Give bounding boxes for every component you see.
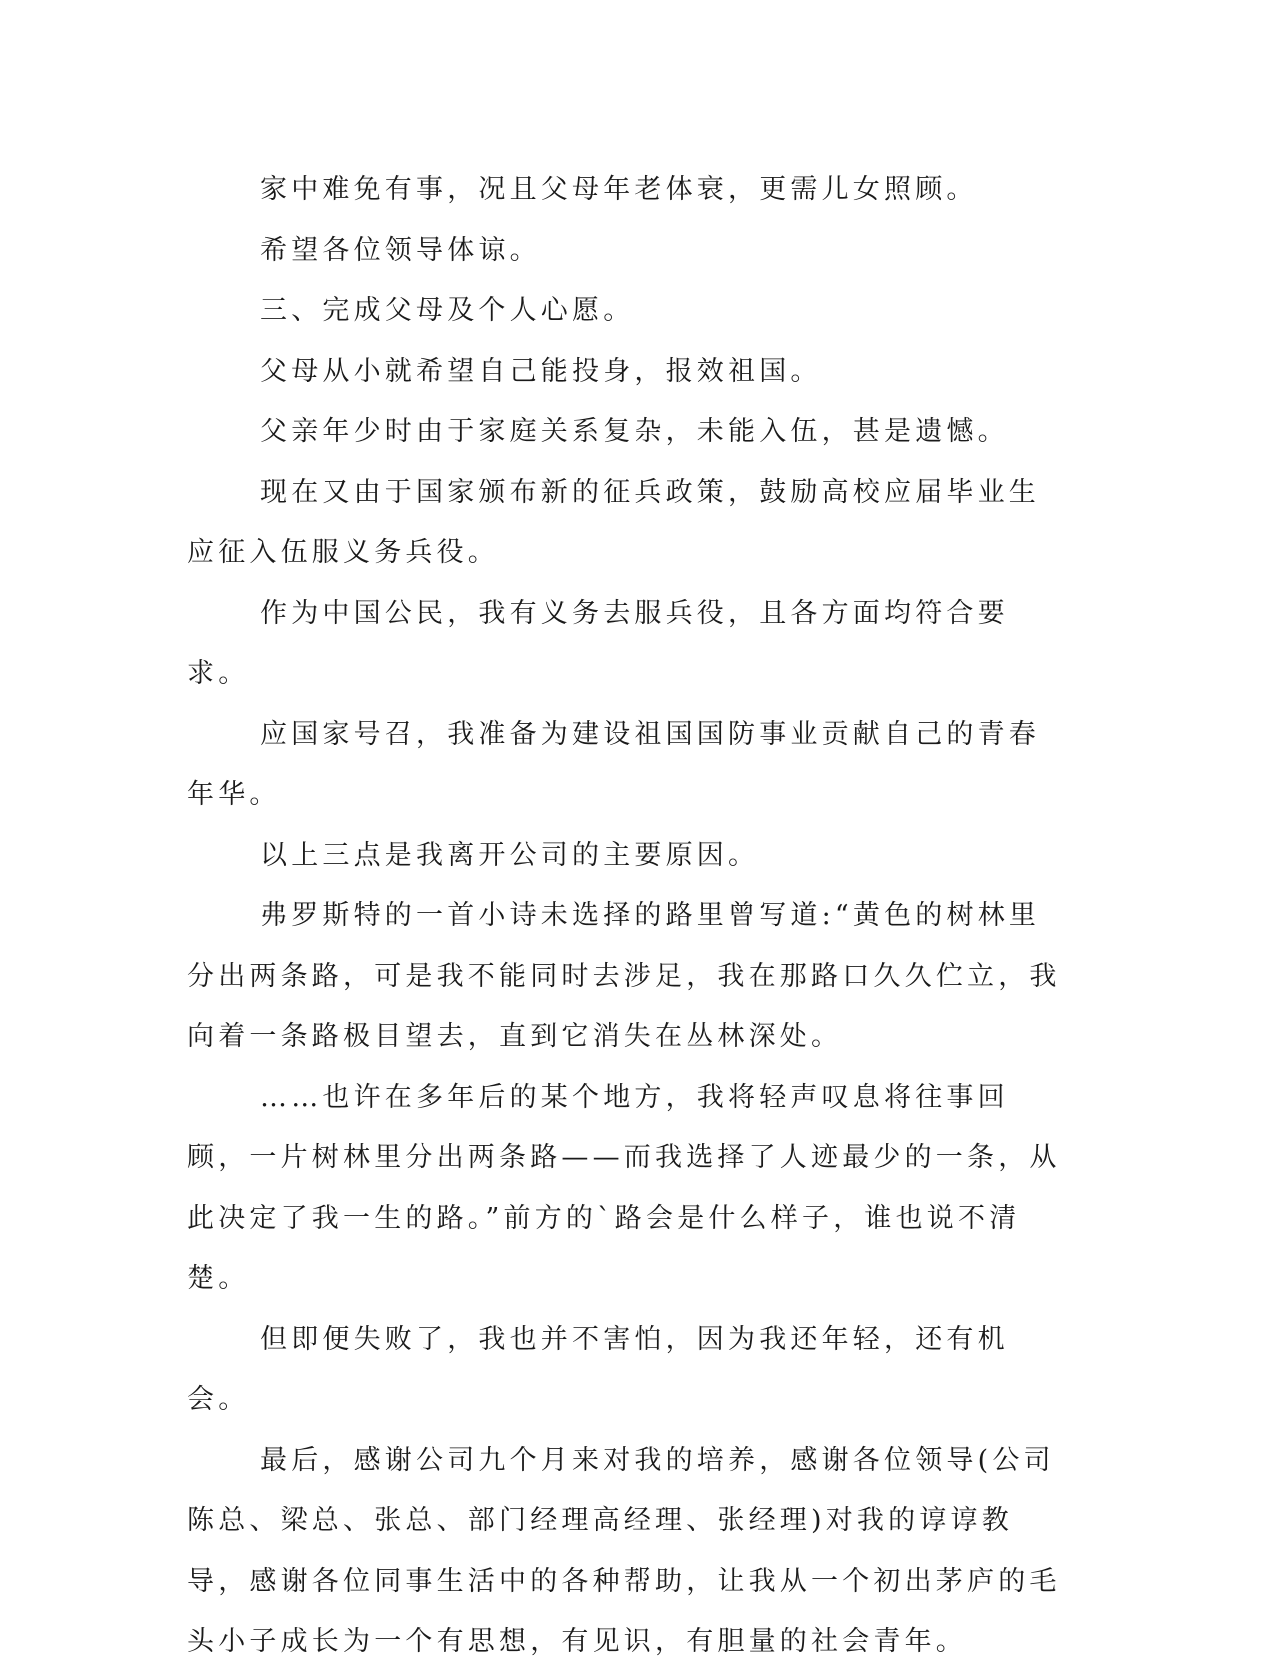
paragraph: 现在又由于国家颁布新的征兵政策，鼓励高校应届毕业生应征入伍服义务兵役。 (187, 476, 1040, 568)
paragraph: 家中难免有事，况且父母年老体衰，更需儿女照顾。 (260, 174, 978, 205)
paragraph: 以上三点是我离开公司的主要原因。 (260, 839, 760, 871)
document-body (187, 160, 1067, 1673)
paragraph: 应国家号召，我准备为建设祖国国防事业贡献自己的青春年华。 (187, 718, 1040, 810)
paragraph: 但即便失败了，我也并不害怕，因为我还年轻，还有机会。 (187, 1323, 1009, 1415)
paragraph: 希望各位领导体谅。 (260, 234, 541, 266)
paragraph: 弗罗斯特的一首小诗未选择的路里曾写道:“黄色的树林里分出两条路，可是我不能同时去涉足，我在那路口久久伫立，我向着一条路极目望去，直到它消失在丛林深处。 (187, 900, 1061, 1052)
paragraph: 父亲年少时由于家庭关系复杂，未能入伍，甚是遗憾。 (260, 416, 1009, 447)
paragraph: 三、完成父母及个人心愿。 (260, 295, 635, 326)
paragraph: 作为中国公民，我有义务去服兵役，且各方面均符合要求。 (187, 597, 1009, 689)
paragraph: 最后，感谢公司九个月来对我的培养，感谢各位领导(公司陈总、梁总、张总、部门经理高经理、张经理)对我的谆谆教导，感谢各位同事生活中的各种帮助，让我从一个初出茅庐的毛头小子成长为一个有思想，有见识，有胆量的社会青年。 (187, 1444, 1061, 1657)
paragraph: ……也许在多年后的某个地方，我将轻声叹息将往事回顾，一片树林里分出两条路——而我选择了人迹最少的一条，从此决定了我一生的路。”前方的`路会是什么样子，谁也说不清楚。 (187, 1081, 1061, 1294)
paragraph: 父母从小就希望自己能投身，报效祖国。 (260, 355, 822, 387)
